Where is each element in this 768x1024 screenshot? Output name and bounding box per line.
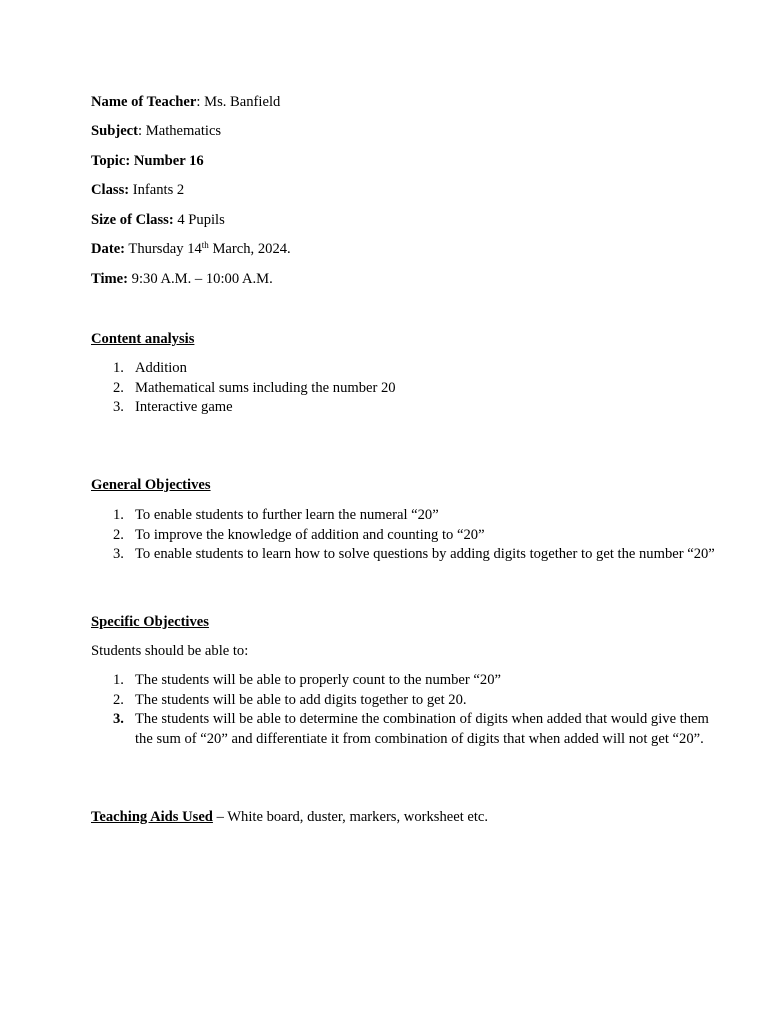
teacher-line [91,93,280,113]
class-label: Class: [91,182,130,198]
list-number: 2. [113,691,124,708]
list-number: 1. [113,507,124,523]
list-text: To enable students to further learn the numeral “20” [135,507,439,523]
list-text: The students will be able to properly count to the number “20” [135,672,501,688]
specific-objectives-list [91,671,715,749]
specific-objectives-intro: Students should be able to: [91,643,249,659]
subject-value: : Mathematics [138,123,222,139]
general-objectives-heading: General Objectives [91,477,211,493]
date-value-post: March, 2024. [208,241,291,257]
teaching-aids-line [91,808,488,828]
subject-line [91,122,221,142]
class-line [91,181,184,201]
list-number: 3. [113,399,124,416]
list-item [91,506,715,526]
list-item [91,359,715,379]
list-number: 2. [113,379,124,396]
class-size-value: 4 Pupils [173,212,225,228]
list-text: Mathematical sums including the number 20 [135,379,396,396]
topic-line: Topic: Number 16 [91,153,204,169]
class-value: Infants 2 [129,182,185,198]
list-item [91,379,715,399]
class-size-label: Size of Class: [91,212,174,228]
list-number: 3. [113,546,124,563]
content-analysis-heading: Content analysis [91,331,195,347]
list-item [91,671,715,691]
subject-label: Subject [91,123,139,139]
list-item [91,710,715,749]
list-number: 3. [113,711,124,728]
date-value-sup: th [201,240,209,250]
list-number: 2. [113,526,124,543]
date-value-pre: Thursday 14 [125,241,202,257]
list-number: 1. [113,672,124,688]
teacher-value: : Ms. Banfield [196,94,281,110]
content-analysis-list [91,359,715,418]
class-size-line [91,211,225,231]
teaching-aids-text: – White board, duster, markers, worksheet etc. [212,809,489,825]
list-item [91,526,715,546]
date-label: Date: [91,241,126,257]
list-text: To enable students to learn how to solve questions by adding digits together to get the number “20” [135,546,715,563]
time-label: Time: [91,271,129,287]
teacher-label: Name of Teacher [91,94,197,110]
list-text: The students will be able to add digits together to get 20. [135,691,467,708]
time-line [91,270,273,290]
teaching-aids-heading: Teaching Aids Used [91,809,213,825]
list-item [91,691,715,711]
general-objectives-list [91,506,715,565]
list-text: Interactive game [135,399,233,416]
list-text: To improve the knowledge of addition and counting to “20” [135,526,485,543]
list-text: Addition [135,360,187,376]
date-line [91,240,291,260]
list-item [91,398,715,418]
list-item [91,545,715,565]
list-number: 1. [113,360,124,376]
time-value: 9:30 A.M. – 10:00 A.M. [128,271,273,287]
list-text: The students will be able to determine the combination of digits when added that would give them the sum of “20” and differentiate it from combination of digits that when added will not get “20”. [135,711,709,747]
specific-objectives-heading: Specific Objectives [91,614,209,630]
